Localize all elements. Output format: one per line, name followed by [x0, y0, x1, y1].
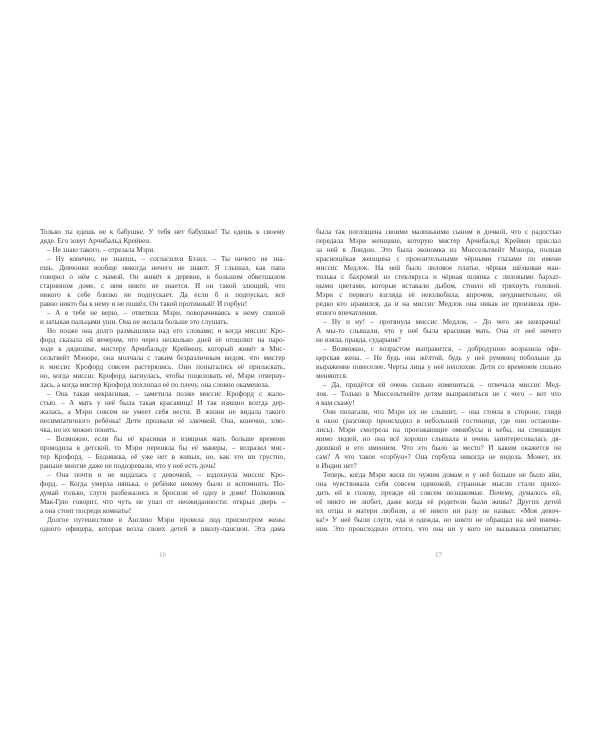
right-page — [300, 0, 600, 750]
text-line: сам? А что такое «горбун»? Она горбуна никогда не видела. Может, их — [316, 453, 561, 461]
text-line: ходе к дядюшке, мистеру Арчибальду Крейвену, который живёт в Мис- — [40, 345, 285, 353]
text-line: А мы-то слышали, что у неё была красивая мать. Она от неё ничего — [316, 327, 561, 335]
text-line: дяде. Его зовут Арчибальд Крейвен. — [40, 237, 151, 245]
text-line: никого к себе близко не подпускает. Да если б и подпускал, всё — [40, 291, 285, 299]
text-line: не взяла, правда, сударыня? — [316, 336, 401, 344]
text-line: сельтвейт Мэноре, она молчала с таким безразличным видом, что мистер — [40, 354, 285, 362]
paragraph — [316, 408, 561, 471]
text-line: – Не знаю такого, – отрезала Мэри. — [47, 246, 156, 254]
text-line: лась, а когда мистер Крофорд похлопал её по плечу, она словно окаменела. — [40, 381, 270, 389]
text-line: думай только, слуги разбежались и бросили её одну в доме! Полковник — [40, 489, 285, 497]
paragraph — [316, 381, 561, 408]
text-line: тер Крофорд. – Бедняжка, её уже нет в живых, но, как это ни грустно, — [40, 453, 285, 461]
text-line: Долгое путешествие в Англию Мэри провела под присмотром жены — [47, 516, 285, 524]
text-line: раньше многие даже не подозревали, что у неё есть дочь! — [40, 462, 217, 470]
text-line: тилька с бахромой из стекляруса и чёрная шляпка с лиловыми бархат- — [316, 273, 561, 281]
page-number: 16 — [159, 551, 166, 559]
text-line: несимпатичного ребёнка! Дети прозвали её злючкой. Она, конечно, злю- — [40, 417, 285, 425]
text-line: дить ей в голову, прежде ей совсем незнакомые. Почему, думалось ей, — [316, 489, 561, 497]
text-line: – Возможно, если бы её красивая и изящная мать больше времени — [47, 435, 285, 443]
left-page-text — [40, 228, 285, 534]
text-line: форд. – Когда умерла нянька, о ребёнке некому было и вспомнить. По- — [40, 480, 285, 488]
text-line: Мак-Грю говорит, что чуть не упал от неожиданности: открыл дверь – — [40, 498, 285, 506]
text-line: чка, но их можно понять. — [40, 426, 118, 434]
paragraph — [40, 516, 285, 534]
paragraph — [40, 309, 285, 327]
text-line: – А я тебе не верю, – ответила Мэри, поворачиваясь к нему спиной — [47, 309, 285, 317]
text-line: – Ну и ну! – протянула миссис Медлок. – До чего же невзрачна! — [323, 318, 561, 326]
text-line: – Возможно, с возрастом выправится, – добродушно возразила офи- — [323, 345, 561, 353]
paragraph — [316, 345, 561, 381]
text-line: лись). Мэри смотрела на проезжающие омнибусы и кебы, на спешащих — [316, 426, 561, 434]
text-line: ка!» У неё были слуги, еда и одежда, но никто не обращал на неё внима- — [316, 516, 561, 524]
text-line: Они полагали, что Мэри их не слышит, – она стояла в стороне, глядя — [323, 408, 561, 416]
text-line: ния. Это происходило оттого, что она ни у кого не вызывала симпатии; — [316, 525, 561, 533]
paragraph — [40, 255, 285, 309]
text-line: дюшкой и его имением. Что это было за место? И каким окажется он — [316, 444, 561, 452]
text-line: стью. – А мать у неё была такая красавица! И так изящно всегда дер- — [40, 399, 285, 407]
text-line: миссис Медлок. На ней было лиловое платье, чёрная шёлковая ман- — [316, 264, 561, 272]
paragraph — [316, 471, 561, 534]
text-line: проводила в детской, то Мэри переняла бы её манеры, – возразил мис- — [40, 444, 285, 452]
text-line: равно никто бы к нему и не пошёл. Он такой противный! И горбун! — [40, 300, 248, 308]
text-line: Мэри с первого взгляда её невзлюбила; впрочем, неудивительно: ей — [316, 291, 561, 299]
page-number: 17 — [435, 551, 442, 559]
paragraph — [40, 246, 285, 255]
text-line: жалась, а Мэри совсем не умеет себя вести. В жизни не видала такого — [40, 408, 285, 416]
text-line: Теперь, когда Мэри жила по чужим домам и у неё больше не было айи, — [323, 471, 561, 479]
text-line: редко кто нравился, да и на миссис Медлок она никак не произвела при- — [316, 300, 561, 308]
text-line: но, когда миссис Крофорд нагнулась, чтобы поцеловать её, Мэри отверну- — [40, 372, 285, 380]
text-line: передала Мэри женщине, которую мистер Арчибальд Крейвен прислал — [316, 237, 561, 245]
text-line: за ней в Лондон. Это была экономка из Миссельтвейт Мэнора, полная — [316, 246, 561, 254]
text-line: – Она такая некрасивая, – заметила позже миссис Крофорд с жало- — [47, 390, 285, 398]
paragraph — [316, 228, 561, 318]
text-line: церская жена. – Не будь она жёлтой, будь у неё румянец побольше да — [316, 354, 561, 362]
text-line: ятного впечатления. — [316, 309, 378, 317]
text-line: и затыкая пальцами уши. Она не желала больше это слушать. — [40, 318, 229, 326]
text-line: форд сказала ей вечером, что через несколько дней её отошлют на паро- — [40, 336, 285, 344]
right-page-text — [316, 228, 561, 534]
text-line: ешь. Девчонки вообще никогда ничего не знают. Я слышал, как папа — [40, 264, 285, 272]
text-line: Но позже она долго размышляла над его словами; и когда миссис Кро- — [47, 327, 285, 335]
text-line: одного офицера, которая везла своих детей в школу-пансион. Эта дама — [40, 525, 285, 533]
text-line: – Она почти и не видалась с девочкой, – вздохнула миссис Кро- — [47, 471, 285, 479]
text-line: она чувствовала себя совсем одинокой, странные мысли стали прихо- — [316, 480, 561, 488]
text-line: старинном доме, с ним никто не знается. И он такой злющий, что — [40, 282, 285, 290]
text-line: а она стоит посреди комнаты! — [40, 507, 132, 515]
text-line: ными цветами, которые вставали дыбом, стоило ей тряхнуть головой. — [316, 282, 561, 290]
text-line: Только ты едешь не к бабушке. У тебя нет бабушки! Ты едешь к своему — [40, 228, 285, 236]
text-line: её никто не любит, даже когда её родители были живы? Других детей — [316, 498, 561, 506]
text-line: я вам скажу! — [316, 399, 355, 407]
text-line: лок. – Только в Миссельтвейте детям выправляться не с чего – вот что — [316, 390, 561, 398]
text-line: их отцы и матери любили, а её никто ни разу не назвал: «Моя девоч- — [316, 507, 561, 515]
paragraph — [316, 318, 561, 345]
text-line: – Да, придётся ей очень сильно измениться, – отвечала миссис Мед- — [323, 381, 561, 389]
text-line: говорил о нём с мамой. Он живёт в деревне, в большом обветшалом — [40, 273, 285, 281]
text-line: мимо людей, но она всё хорошо слышала и очень заинтересовалась дя- — [316, 435, 561, 443]
text-line: выражение повеселее. Черты лица у неё неплохие. Дети со временем сильно — [316, 363, 561, 371]
paragraph — [40, 228, 285, 246]
paragraph — [40, 471, 285, 516]
text-line: и миссис Крофорд совсем растерялись. Они попытались её приласкать, — [40, 363, 285, 371]
text-line: краснощёкая женщина с пронзительными чёрными глазами по имени — [316, 255, 561, 263]
text-line: в Индии нет? — [316, 462, 357, 470]
text-line: – Ну конечно, не знаешь, – согласился Бэзил. – Ты ничего не зна- — [47, 255, 285, 263]
text-line: была так поглощена своими маленькими сыном и дочкой, что с радостью — [316, 228, 561, 236]
paragraph — [40, 390, 285, 435]
paragraph — [40, 435, 285, 471]
text-line: меняются. — [316, 372, 348, 380]
text-line: в окно (разговор происходил в небольшой гостинице, где они останови- — [316, 417, 561, 425]
paragraph — [40, 327, 285, 390]
